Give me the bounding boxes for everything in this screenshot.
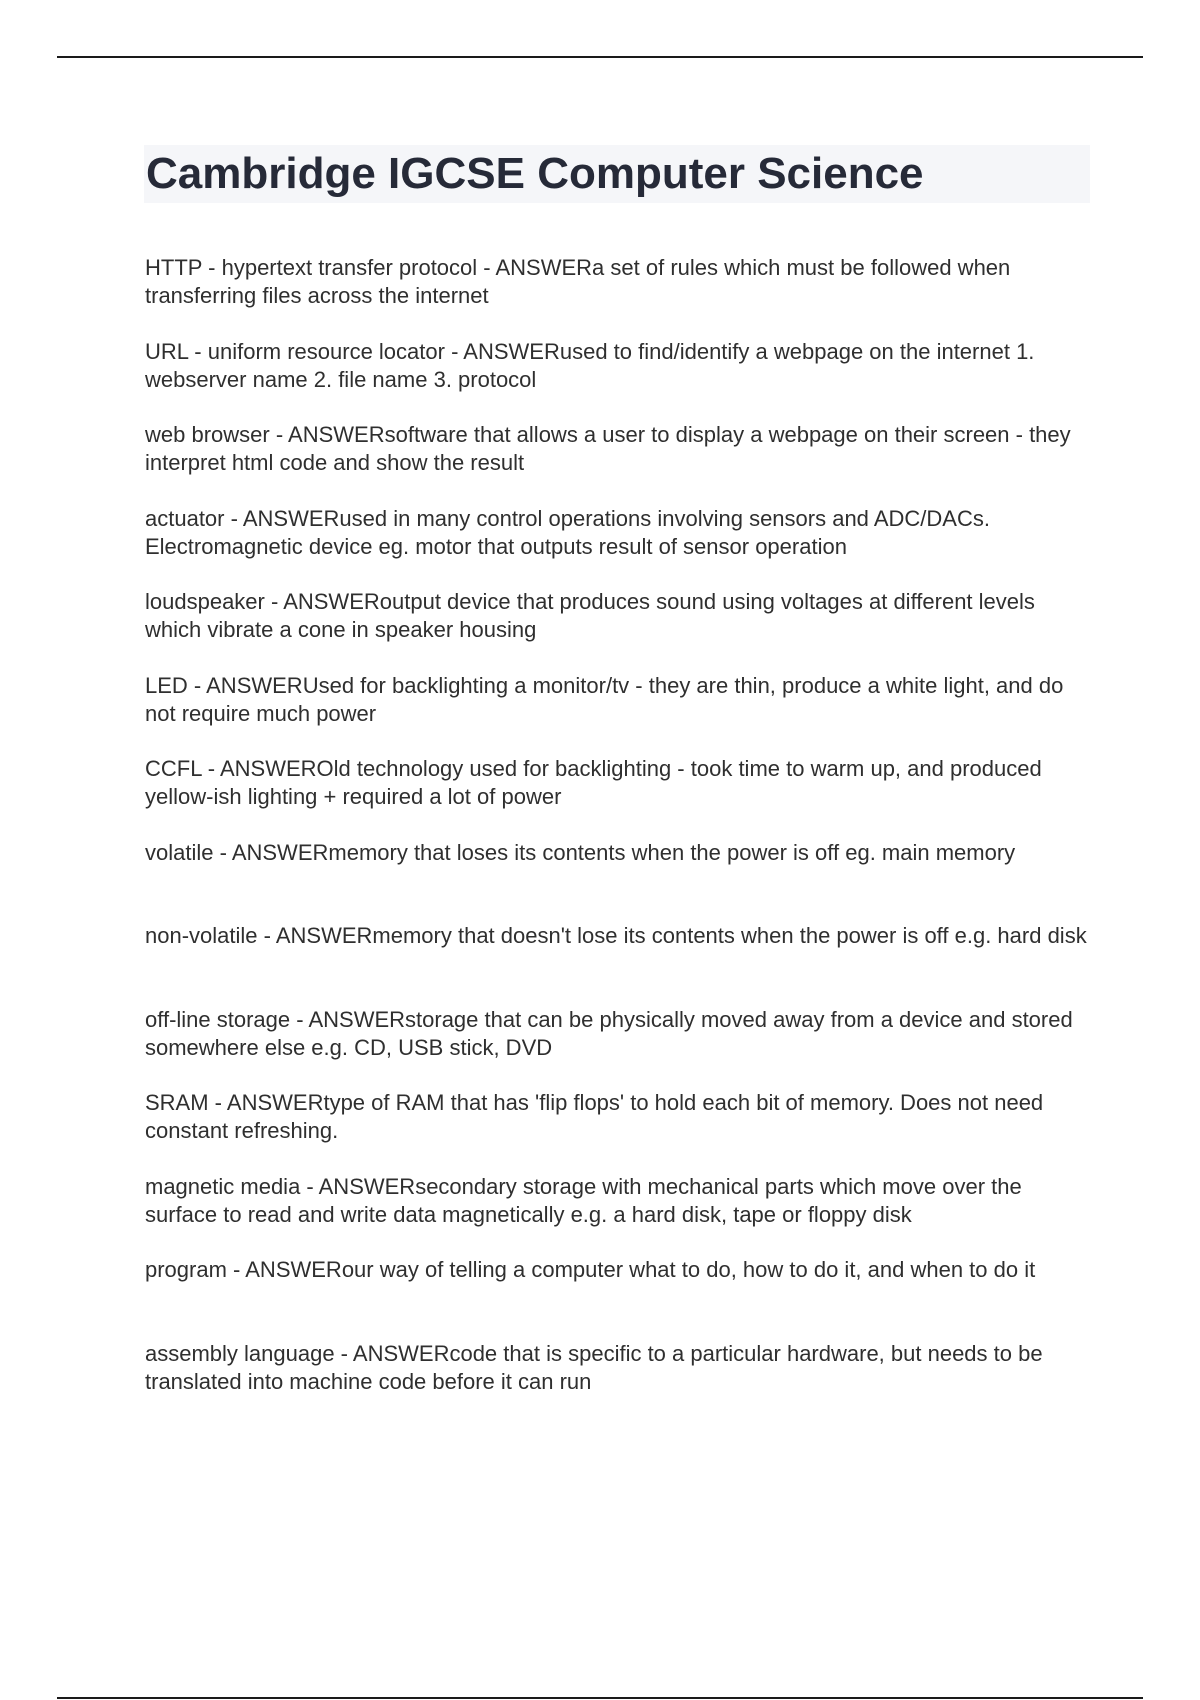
- document-title: Cambridge IGCSE Computer Science: [146, 149, 924, 198]
- top-rule: [57, 56, 1143, 58]
- flashcard-entry: HTTP - hypertext transfer protocol - ANSWERa set of rules which must be followed when transferring files across the internet: [145, 255, 1011, 308]
- flashcard-list: [145, 254, 1090, 1423]
- flashcard-entry: assembly language - ANSWERcode that is specific to a particular hardware, but needs to be translated into machine code before it can run: [145, 1340, 1043, 1394]
- flashcard-entry: volatile - ANSWERmemory that loses its contents when the power is off eg. main memory: [145, 839, 1016, 865]
- flashcard-entry: program - ANSWERour way of telling a computer what to do, how to do it, and when to do it: [145, 1257, 1036, 1282]
- flashcard-entry: loudspeaker - ANSWERoutput device that produces sound using voltages at different levels which vibrate a cone in speaker housing: [145, 589, 1035, 642]
- flashcard-entry: actuator - ANSWERused in many control operations involving sensors and ADC/DACs. Electromagnetic device eg. motor that outputs result of sensor operation: [145, 505, 990, 559]
- flashcard-entry: SRAM - ANSWERtype of RAM that has 'flip flops' to hold each bit of memory. Does not need constant refreshing.: [145, 1090, 1044, 1143]
- flashcard-entry: magnetic media - ANSWERsecondary storage with mechanical parts which move over the surface to read and write data magnetically e.g. a hard disk, tape or floppy disk: [145, 1173, 1022, 1227]
- flashcard-entry: web browser - ANSWERsoftware that allows a user to display a webpage on their screen - they interpret html code and show the result: [145, 422, 1071, 475]
- flashcard-entry: off-line storage - ANSWERstorage that can be physically moved away from a device and stored somewhere else e.g. CD, USB stick, DVD: [145, 1006, 1073, 1060]
- bottom-rule: [57, 1697, 1143, 1699]
- flashcard-entry: CCFL - ANSWEROld technology used for backlighting - took time to warm up, and produced yellow-ish lighting + required a lot of power: [145, 756, 1042, 809]
- flashcard-entry: non-volatile - ANSWERmemory that doesn't lose its contents when the power is off e.g. hard disk: [145, 923, 1087, 948]
- flashcard-entry: URL - uniform resource locator - ANSWERused to find/identify a webpage on the internet 1. webserver name 2. file name 3. protocol: [145, 338, 1035, 392]
- flashcard-entry: LED - ANSWERUsed for backlighting a monitor/tv - they are thin, produce a white light, and do not require much power: [145, 672, 1064, 726]
